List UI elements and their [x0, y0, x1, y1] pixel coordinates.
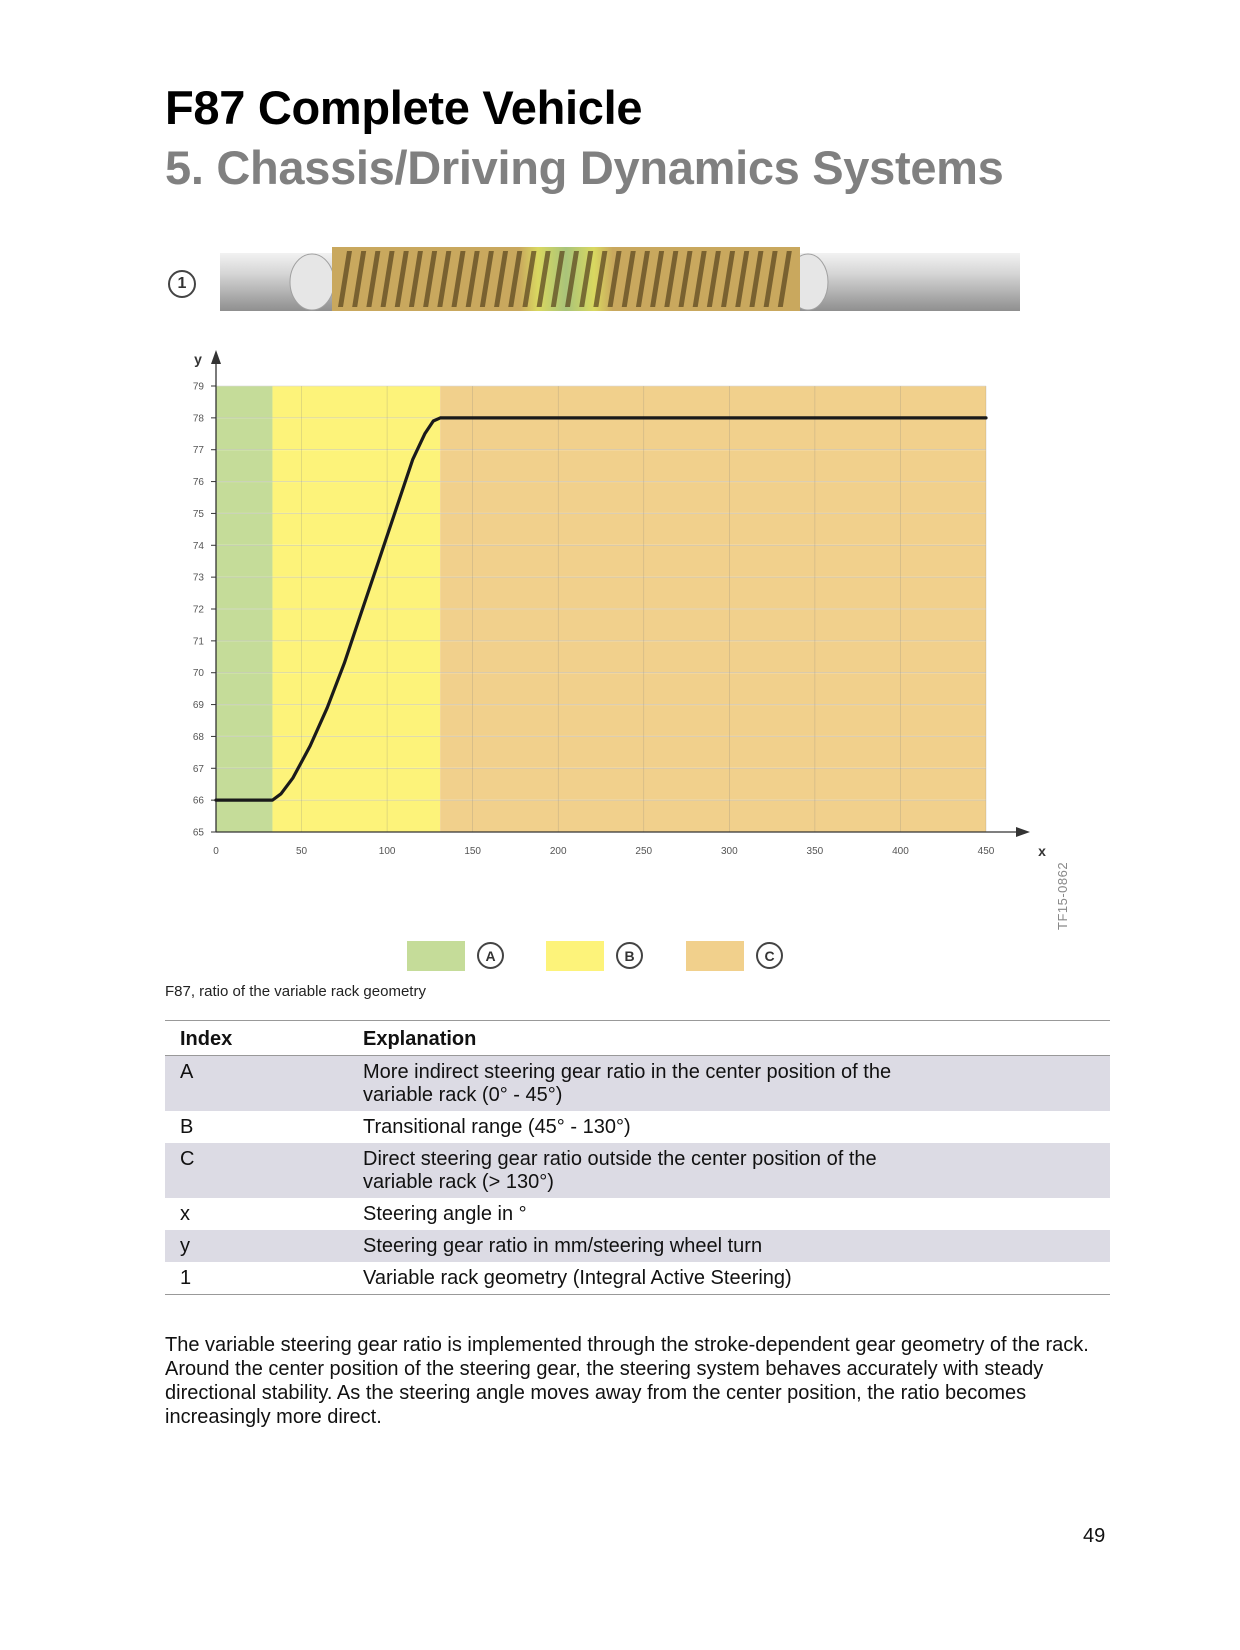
table-header-row: [165, 1021, 1110, 1056]
x-tick-label: 100: [378, 846, 396, 857]
explanation-line: More indirect steering gear ratio in the center position of the: [363, 1061, 892, 1083]
row-index: y: [165, 1230, 348, 1262]
y-axis-arrow: [211, 350, 221, 364]
legend-swatch-c: [686, 941, 744, 971]
figure-code: TF15-0862: [1055, 861, 1070, 930]
y-tick-label: 70: [192, 668, 204, 680]
ratio-chart: [180, 350, 1060, 880]
row-explanation: [348, 1056, 1110, 1112]
explanation-line: Transitional range (45° - 130°): [363, 1116, 631, 1138]
row-index: 1: [165, 1262, 348, 1295]
table-row: [165, 1230, 1110, 1262]
y-tick-label: 67: [192, 763, 204, 775]
table-row: [165, 1143, 1110, 1198]
row-index: B: [180, 1116, 194, 1138]
row-index: C: [165, 1143, 348, 1198]
section-title: 5. Chassis/Driving Dynamics Systems: [165, 141, 1004, 194]
explanation-line: Steering angle in °: [363, 1203, 527, 1225]
y-tick-label: 78: [192, 413, 204, 425]
x-tick-label: 150: [464, 846, 482, 857]
row-explanation: [348, 1111, 1110, 1143]
x-tick-label: 450: [977, 846, 995, 857]
row-explanation: [348, 1143, 1110, 1198]
y-tick-label: 77: [192, 445, 204, 457]
legend-label-b: B: [616, 942, 643, 969]
y-tick-label: 69: [192, 700, 204, 712]
y-tick-label: 75: [192, 508, 204, 520]
explanation-line: Steering gear ratio in mm/steering wheel turn: [363, 1235, 763, 1257]
y-tick-label: 66: [192, 795, 204, 807]
explanation-line: Variable rack geometry (Integral Active Steering): [363, 1267, 792, 1289]
x-tick-label: 50: [295, 846, 308, 857]
y-tick-label: 73: [192, 572, 204, 584]
legend-swatch-b: [546, 941, 604, 971]
index-table: [165, 1020, 1110, 1295]
table-row: [165, 1262, 1110, 1295]
x-tick-label: 250: [635, 846, 653, 857]
explanation-line: variable rack (0° - 45°): [363, 1084, 563, 1106]
x-tick-label: 400: [892, 846, 909, 857]
page-title: F87 Complete Vehicle: [165, 81, 643, 134]
figure-caption: F87, ratio of the variable rack geometry: [165, 983, 426, 1000]
table-row: [165, 1056, 1110, 1112]
y-tick-label: 79: [192, 381, 204, 393]
variable-rack-illustration: [220, 245, 1020, 317]
legend-label-a: A: [477, 942, 504, 969]
x-tick-label: 350: [806, 846, 824, 857]
y-tick-label: 68: [192, 731, 204, 743]
row-explanation: [348, 1262, 1110, 1295]
row-explanation: [348, 1230, 1110, 1262]
row-explanation: [348, 1198, 1110, 1230]
y-tick-label: 65: [192, 827, 204, 839]
legend-swatch-a: [407, 941, 465, 971]
y-tick-label: 72: [192, 604, 204, 616]
table-header-index: Index: [165, 1021, 348, 1056]
legend-label-c: C: [756, 942, 783, 969]
y-axis-label: y: [194, 351, 202, 367]
explanation-line: Direct steering gear ratio outside the center position of the: [363, 1148, 877, 1170]
y-tick-label: 71: [192, 636, 204, 648]
row-index: A: [165, 1056, 348, 1112]
page-number: 49: [1083, 1525, 1106, 1547]
rack-end-left: [290, 254, 334, 310]
table-header-explanation: Explanation: [348, 1021, 1110, 1056]
row-index: x: [180, 1203, 190, 1225]
x-tick-label: 300: [720, 846, 738, 857]
table-row: [165, 1111, 1110, 1143]
x-tick-label: 200: [549, 846, 567, 857]
x-axis-arrow: [1016, 827, 1030, 837]
x-axis-label: x: [1038, 843, 1046, 859]
y-tick-label: 74: [192, 540, 204, 552]
y-tick-label: 76: [192, 477, 204, 489]
x-tick-label: 0: [213, 846, 219, 857]
figure-callout-1: 1: [168, 270, 196, 298]
table-row: [165, 1198, 1110, 1230]
explanation-line: variable rack (> 130°): [363, 1171, 554, 1193]
body-paragraph: The variable steering gear ratio is implemented through the stroke-dependent gear geometry of the rack. Around the center position of the steering gear, the steering system behaves accurately with steady directional stability. As the steering angle moves away from the center position, the ratio becomes increasingly more direct.: [165, 1334, 1089, 1428]
